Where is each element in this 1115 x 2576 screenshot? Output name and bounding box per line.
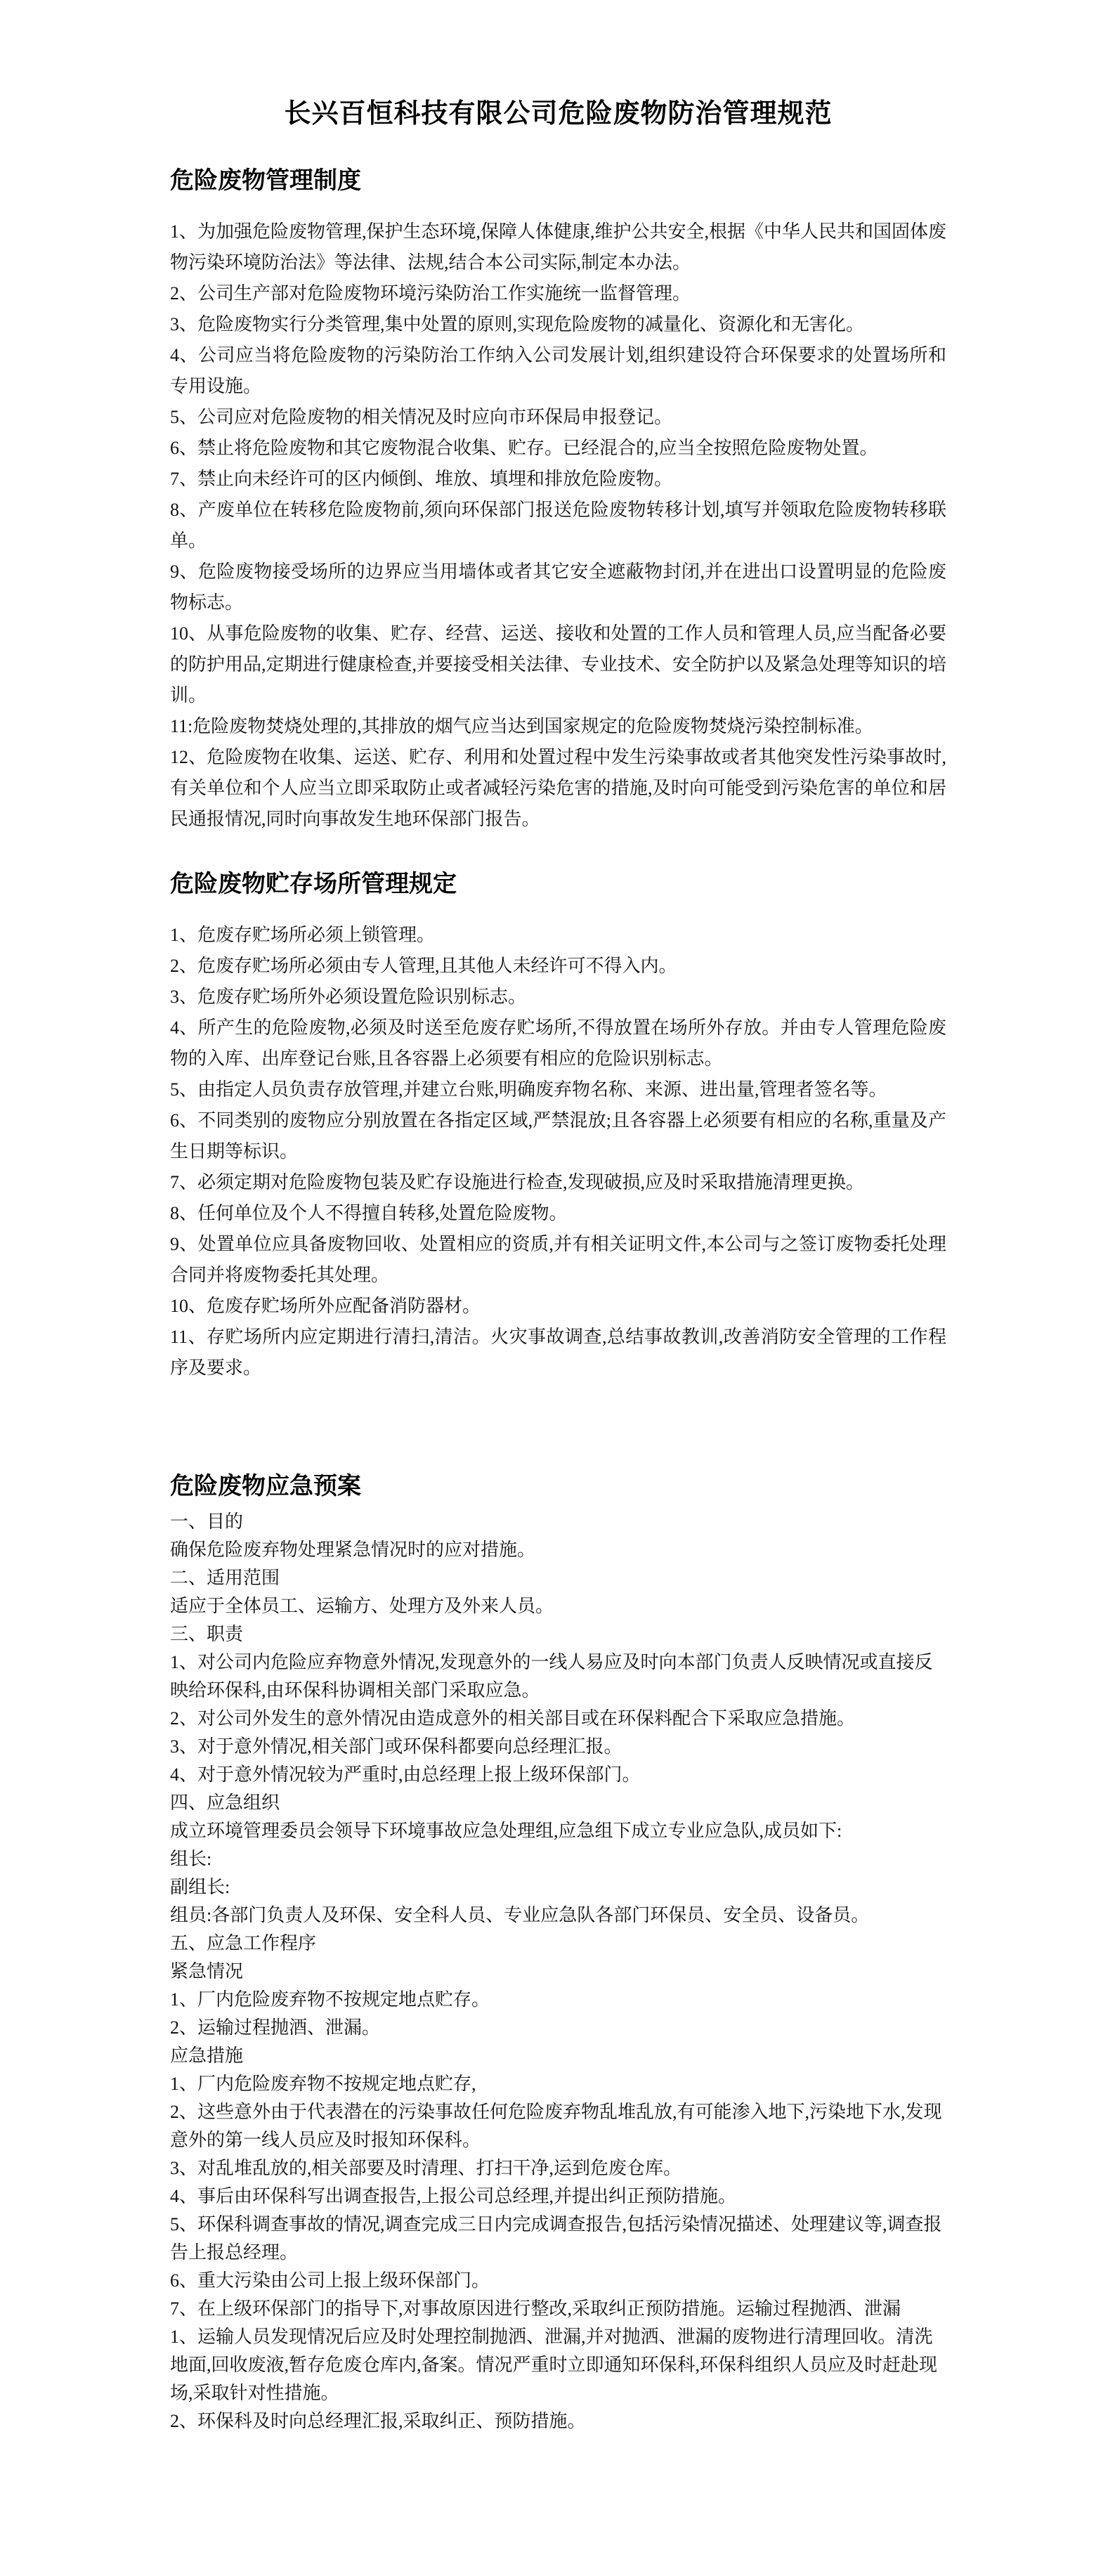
section-heading-emergency-plan: 危险废物应急预案 [170,1474,361,1500]
plan-line: 3、对乱堆乱放的,相关部要及时清理、打扫干净,运到危废仓库。 [170,2158,682,2178]
plan-line: 7、在上级环保部门的指导下,对事故原因进行整改,采取纠正预防措施。运输过程抛洒、泄漏 [170,2298,901,2319]
policy-item: 11:危险废物焚烧处理的,其排放的烟气应当达到国家规定的危险废物焚烧污染控制标准。 [170,716,873,736]
plan-line: 3、对于意外情况,相关部门或环保科都要向总经理汇报。 [170,1736,622,1757]
section-emergency-plan [170,1466,946,2435]
policy-item: 4、公司应当将危险废物的污染防治工作纳入公司发展计划,组织建设符合环保要求的处置场所和专用设施。 [170,345,946,396]
rule-item: 11、存贮场所内应定期进行清扫,清洁。火灾事故调查,总结事故教训,改善消防安全管理的工作程序及要求。 [170,1327,946,1378]
document-title: 长兴百恒科技有限公司危险废物防治管理规范 [284,99,833,129]
section-heading-storage-site-rules: 危险废物贮存场所管理规定 [170,871,457,897]
emergency-plan-lines [170,1508,946,2435]
plan-line: 确保危险废弃物处理紧急情况时的应对措施。 [170,1540,536,1560]
plan-line: 1、对公司内危险应弃物意外情况,发现意外的一线人易应及时向本部门负责人反映情况或直接反映给环保科,由环保科协调相关部门采取应急。 [170,1652,933,1700]
policy-item: 8、产废单位在转移危险废物前,须向环保部门报送危险废物转移计划,填写并领取危险废物转移联单。 [170,500,946,551]
plan-line: 成立环境管理委员会领导下环境事故应急处理组,应急组下成立专业应急队,成员如下: [170,1821,842,1841]
plan-line: 2、环保科及时向总经理汇报,采取纠正、预防措施。 [170,2411,586,2431]
rule-item: 10、危废存贮场所外应配备消防器材。 [170,1296,481,1316]
policy-item: 1、为加强危险废物管理,保护生态环境,保障人体健康,维护公共安全,根据《中华人民共和国固体废物污染环境防治法》等法律、法规,结合本公司实际,制定本办法。 [170,221,947,273]
plan-line: 5、环保科调查事故的情况,调查完成三日内完成调查报告,包括污染情况描述、处理建议等,调查报告上报总经理。 [170,2214,942,2263]
rule-item: 2、危废存贮场所必须由专人管理,且其他人未经许可不得入内。 [170,956,677,976]
management-system-items [170,216,946,835]
plan-line: 二、适用范围 [170,1568,280,1588]
plan-line: 2、这些意外由于代表潜在的污染事故任何危险废弃物乱堆乱放,有可能渗入地下,污染地下水,发现意外的第一线人员应及时报知环保科。 [170,2102,942,2150]
plan-line: 三、职责 [170,1624,244,1644]
storage-site-rules-items [170,920,946,1384]
section-heading-management-system: 危险废物管理制度 [170,168,361,194]
plan-line: 4、事后由环保科写出调查报告,上报公司总经理,并提出纠正预防措施。 [170,2186,737,2206]
plan-line: 五、应急工作程序 [170,1933,317,1953]
plan-line: 副组长: [170,1877,230,1897]
policy-item: 5、公司应对危险废物的相关情况及时应向市环保局申报登记。 [170,407,673,427]
plan-line: 组长: [170,1849,212,1869]
plan-line: 四、应急组织 [170,1793,280,1813]
plan-line: 1、运输人员发现情况后应及时处理控制抛洒、泄漏,并对抛洒、泄漏的废物进行清理回收。清洗地面,回收废液,暂存危废仓库内,备案。情况严重时立即通知环保科,环保科组织人员应及时赶赴现场,采取针对性措施。 [170,2327,938,2403]
plan-line: 4、对于意外情况较为严重时,由总经理上报上级环保部门。 [170,1764,641,1785]
section-management-system [170,161,946,835]
policy-item: 12、危险废物在收集、运送、贮存、利用和处置过程中发生污染事故或者其他突发性污染事故时,有关单位和个人应当立即采取防止或者减轻污染危害的措施,及时向可能受到污染危害的单位和居民通报情况,同时向事故发生地环保部门报告。 [170,747,946,829]
plan-line: 应急措施 [170,2045,244,2066]
plan-line: 2、运输过程抛酒、泄漏。 [170,2017,381,2038]
policy-item: 6、禁止将危险废物和其它废物混合收集、贮存。已经混合的,应当全按照危险废物处置。 [170,438,878,458]
rule-item: 9、处置单位应具备废物回收、处置相应的资质,并有相关证明文件,本公司与之签订废物委托处理合同并将废物委托其处理。 [170,1234,946,1285]
policy-item: 3、危险废物实行分类管理,集中处置的原则,实现危险废物的减量化、资源化和无害化。 [170,314,865,334]
rule-item: 3、危废存贮场所外必须设置危险识别标志。 [170,987,527,1007]
rule-item: 6、不同类别的废物应分别放置在各指定区域,严禁混放;且各容器上必须要有相应的名称,重量及产生日期等标识。 [170,1110,946,1162]
policy-item: 7、禁止向未经许可的区内倾倒、堆放、填埋和排放危险废物。 [170,469,673,489]
rule-item: 1、危废存贮场所必须上锁管理。 [170,925,436,945]
plan-line: 1、厂内危险废弃物不按规定地点贮存, [170,2074,476,2094]
rule-item: 5、由指定人员负责存放管理,并建立台账,明确废弃物名称、来源、进出量,管理者签名等。 [170,1079,887,1100]
rule-item: 4、所产生的危险废物,必须及时送至危废存贮场所,不得放置在场所外存放。并由专人管理危险废物的入库、出库登记台账,且各容器上必须要有相应的危险识别标志。 [170,1017,946,1069]
policy-item: 2、公司生产部对危险废物环境污染防治工作实施统一监督管理。 [170,283,691,304]
plan-line: 适应于全体员工、运输方、处理方及外来人员。 [170,1596,554,1616]
policy-item: 10、从事危险废物的收集、贮存、经营、运送、接收和处置的工作人员和管理人员,应当配备必要的防护用品,定期进行健康检查,并要接受相关法律、专业技术、安全防护以及紧急处理等知识的培训。 [170,623,947,705]
plan-line: 1、厂内危险废弃物不按规定地点贮存。 [170,1989,490,2010]
plan-line: 6、重大污染由公司上报上级环保部门。 [170,2270,490,2291]
plan-line: 一、目的 [170,1511,244,1532]
plan-line: 2、对公司外发生的意外情况由造成意外的相关部目或在环保料配合下采取应急措施。 [170,1708,856,1729]
plan-line: 紧急情况 [170,1961,244,1982]
rule-item: 8、任何单位及个人不得擅自转移,处置危险废物。 [170,1203,568,1223]
policy-item: 9、危险废物接受场所的边界应当用墙体或者其它安全遮蔽物封闭,并在进出口设置明显的危险废物标志。 [170,561,946,613]
rule-item: 7、必须定期对危险废物包装及贮存设施进行检查,发现破损,应及时采取措施清理更换。 [170,1172,865,1192]
section-storage-site-rules [170,864,946,1384]
plan-line: 组员:各部门负责人及环保、安全科人员、专业应急队各部门环保员、安全员、设备员。 [170,1905,870,1925]
